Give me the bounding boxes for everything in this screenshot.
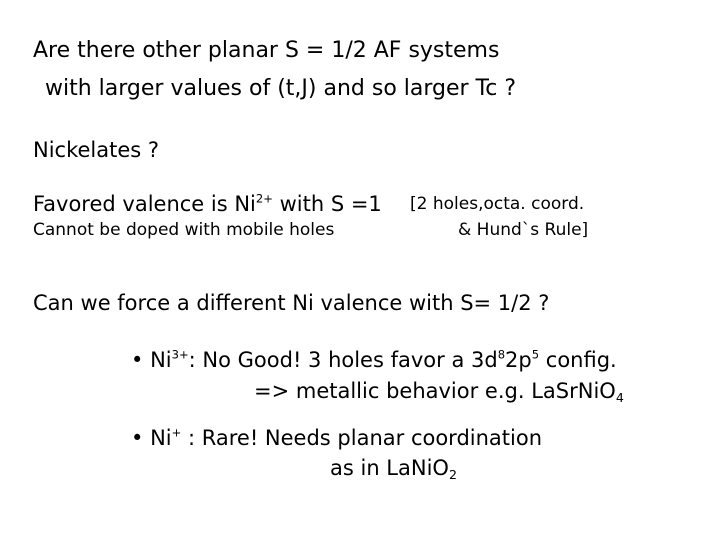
formula-nio: NiO [410,456,449,480]
bullet-marker: • [131,348,144,372]
bullet-ni1-line-1 [131,425,543,450]
subscript-4: 4 [615,389,624,405]
title-line-2: with larger values of (t,J) and so larger Tc ? [45,76,517,101]
favored-valence-line [33,191,382,216]
cannot-dope-note: Cannot be doped with mobile holes [33,220,335,240]
subscript-2: 2 [448,466,457,482]
title-line-1: Are there other planar S = 1/2 AF systems [33,38,500,63]
valence-superscript: 2+ [255,191,273,206]
metallic-text: => metallic behavior e.g. La [254,379,556,403]
ni-label: Ni [150,426,172,450]
bullet-ni3-line-2 [254,379,624,405]
nickelates-heading: Nickelates ? [33,138,160,162]
formula-nio: NiO [577,379,616,403]
bullet-ni1-line-2 [330,456,457,482]
bracket-note-line-2: & Hund`s Rule] [458,220,589,240]
as-in-text: as in La [330,456,411,480]
ni3-text-2p: 2p [505,348,532,372]
ni1-superscript: + [171,425,182,440]
bracket-note-line-1: [2 holes,octa. coord. [410,194,585,214]
bullet-ni3-line-1 [131,347,617,372]
valence-spin: with S =1 [272,192,382,216]
p5-superscript: 5 [531,347,540,362]
bullet-marker: • [131,426,144,450]
ni3-text: : No Good! 3 holes favor a 3d [188,348,498,372]
ni-label: Ni [150,348,172,372]
formula-sr: Sr [555,379,578,403]
d8-superscript: 8 [497,347,506,362]
force-valence-question: Can we force a different Ni valence with S= 1/2 ? [33,291,550,315]
ni1-text: : Rare! Needs planar coordination [181,426,543,450]
ni3-text-config: config. [539,348,617,372]
valence-text: Favored valence is Ni [33,192,256,216]
ni3-superscript: 3+ [171,347,189,362]
